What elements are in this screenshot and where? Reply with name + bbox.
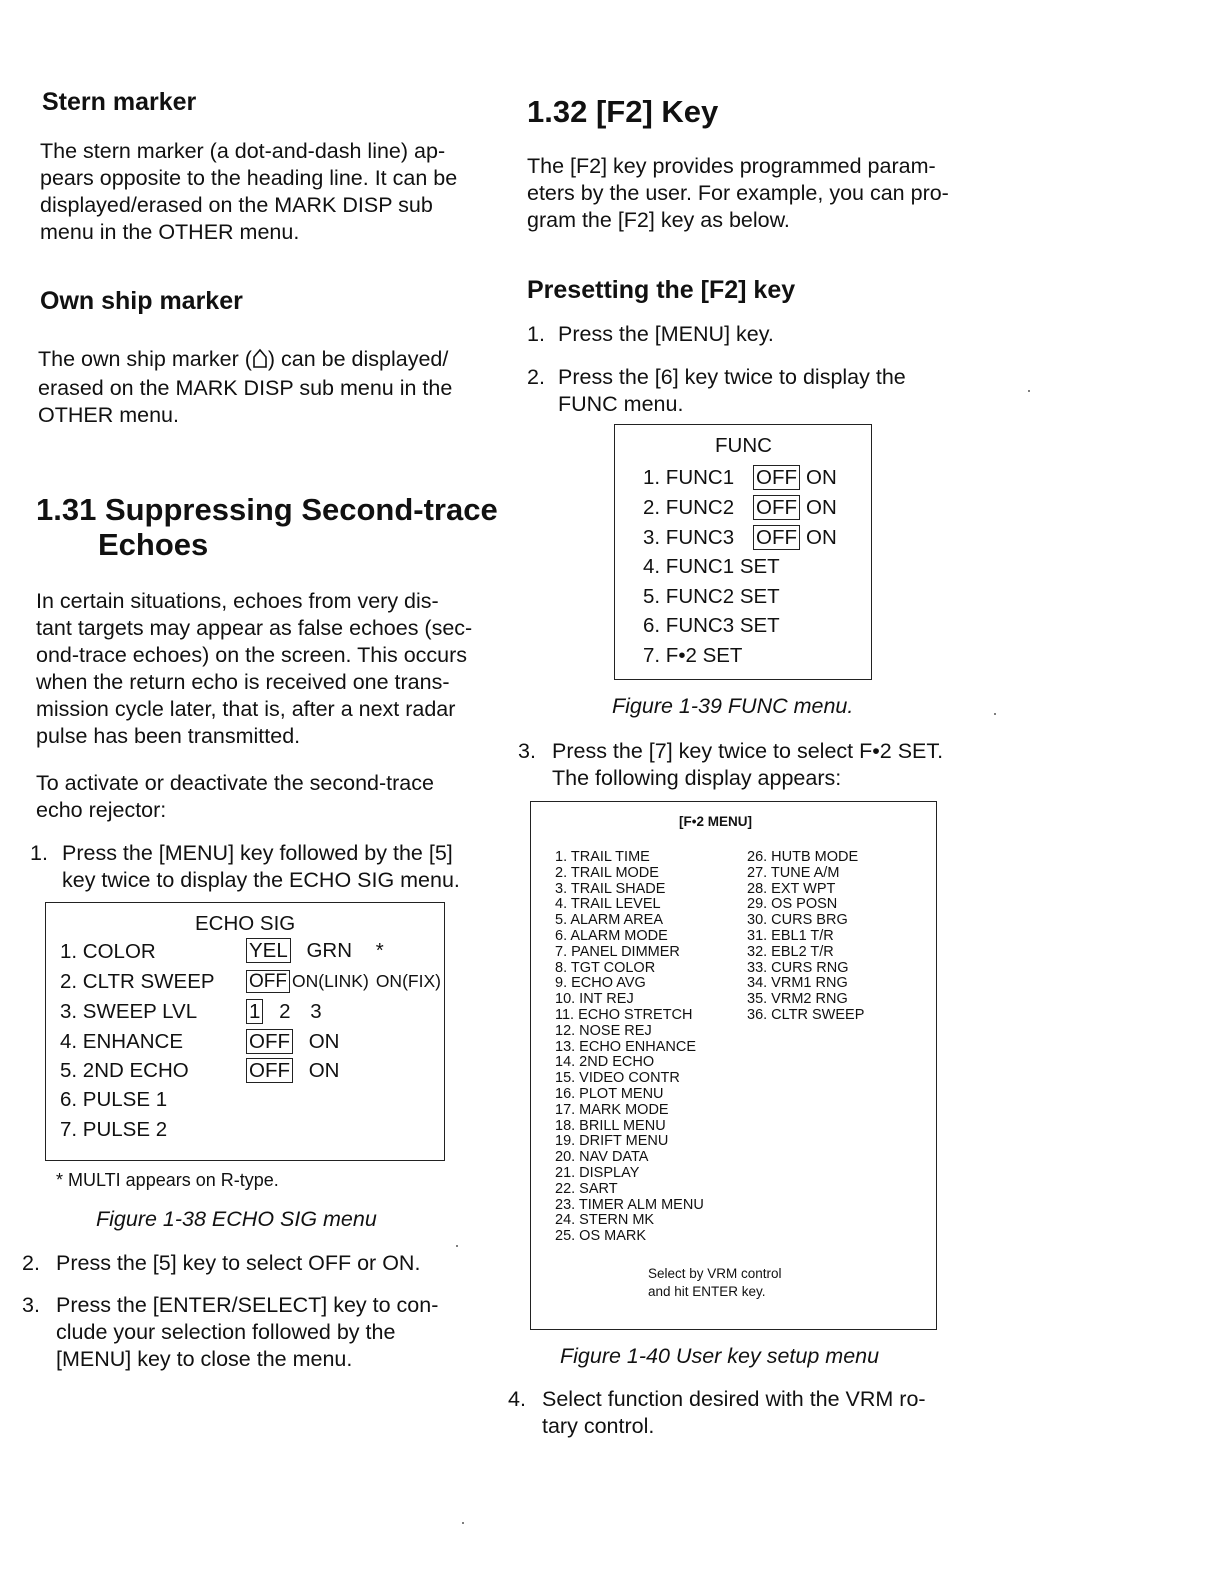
echo-sig-item-enhance xyxy=(60,1030,183,1054)
f2-key-paragraph xyxy=(527,153,987,234)
f2-menu-item: 35. VRM2 RNG xyxy=(747,991,848,1008)
f2-menu-item: 34. VRM1 RNG xyxy=(747,975,848,992)
f2-menu-item: 7. PANEL DIMMER xyxy=(555,943,680,960)
scan-speck xyxy=(1028,390,1030,392)
echo-sig-item-pulse1 xyxy=(60,1088,167,1112)
stern-marker-paragraph xyxy=(40,138,490,246)
text-line: echo rejector: xyxy=(36,798,167,822)
f2-menu-item: 6. ALARM MODE xyxy=(555,927,668,944)
f2-menu-footer-line1: Select by VRM control xyxy=(648,1266,782,1281)
text-line: tant targets may appear as false echoes (sec- xyxy=(36,616,473,640)
f2-menu xyxy=(530,801,937,1330)
section-1-32-title: 1.32 [F2] Key xyxy=(527,94,719,129)
menu-item-label: 4. ENHANCE xyxy=(60,1030,184,1053)
figure-1-40-caption: Figure 1-40 User key setup menu xyxy=(560,1344,880,1368)
text-line: erased on the MARK DISP sub menu in the xyxy=(38,376,453,400)
text-line: The stern marker (a dot-and-dash line) ap- xyxy=(40,139,446,163)
step-text: FUNC menu. xyxy=(558,392,684,416)
f2-menu-item: 14. 2ND ECHO xyxy=(555,1054,655,1071)
step-number: 3. xyxy=(22,1293,40,1317)
step-text: clude your selection followed by the xyxy=(56,1320,396,1344)
f2-menu-item: 26. HUTB MODE xyxy=(747,849,859,865)
step-1-preset xyxy=(527,321,987,348)
text-line: eters by the user. For example, you can pro- xyxy=(527,181,949,205)
text-line: ond-trace echoes) on the screen. This occurs xyxy=(36,643,468,667)
menu-option: 2 xyxy=(279,1000,291,1023)
own-ship-marker-paragraph xyxy=(38,346,488,429)
menu-item-label: 1. FUNC1 xyxy=(643,466,735,489)
f2-menu-item: 4. TRAIL LEVEL xyxy=(555,896,661,913)
f2-menu-item: 28. EXT WPT xyxy=(747,880,836,897)
step-3-preset xyxy=(518,738,988,792)
f2-menu-column-2 xyxy=(747,850,864,1024)
f2-menu-item: 5. ALARM AREA xyxy=(555,912,663,929)
step-number: 1. xyxy=(30,841,48,865)
menu-item-label: 5. 2ND ECHO xyxy=(60,1059,189,1082)
echo-sig-color-options xyxy=(246,939,384,963)
menu-item-label: 2. FUNC2 xyxy=(643,496,735,519)
step-text: Press the [6] key twice to display the xyxy=(558,365,906,389)
asterisk-mark: * xyxy=(375,939,384,962)
figure-1-39-caption: Figure 1-39 FUNC menu. xyxy=(612,694,854,718)
f2-menu-item: 36. CLTR SWEEP xyxy=(747,1006,865,1023)
echo-sig-menu xyxy=(45,902,445,1161)
text-fragment: The own ship marker ( xyxy=(38,347,252,371)
selected-option: OFF xyxy=(246,970,290,993)
scan-speck xyxy=(456,1245,458,1247)
selected-option: OFF xyxy=(753,525,800,550)
echo-sig-enhance-options xyxy=(246,1030,339,1054)
text-line: The [F2] key provides programmed param- xyxy=(527,154,936,178)
f2-menu-item: 17. MARK MODE xyxy=(555,1101,669,1118)
func-item-4 xyxy=(643,555,780,579)
step-number: 2. xyxy=(22,1251,40,1275)
selected-option: 1 xyxy=(246,999,263,1024)
f2-menu-footer-line2: and hit ENTER key. xyxy=(648,1284,766,1299)
menu-option: ON(LINK) xyxy=(292,971,369,991)
section-1-31-title xyxy=(36,492,498,562)
f2-menu-column-1 xyxy=(555,850,704,1245)
func-menu xyxy=(614,424,872,680)
step-4-preset xyxy=(508,1386,988,1440)
text-line: displayed/erased on the MARK DISP sub xyxy=(40,193,433,217)
menu-item-label: 7. PULSE 2 xyxy=(60,1118,168,1141)
menu-item-label: 3. FUNC3 xyxy=(643,526,735,549)
func-item-2 xyxy=(643,496,837,520)
step-2-preset xyxy=(527,364,987,418)
selected-option: OFF xyxy=(753,495,800,520)
func-item-6 xyxy=(643,614,780,638)
step-number: 4. xyxy=(508,1387,526,1411)
echo-sig-item-color xyxy=(60,940,156,964)
echo-sig-footnote: * MULTI appears on R-type. xyxy=(56,1170,279,1190)
f2-menu-item: 11. ECHO STRETCH xyxy=(555,1006,693,1023)
menu-option: ON xyxy=(308,1059,340,1082)
f2-menu-item: 33. CURS RNG xyxy=(747,959,849,976)
step-3-echo xyxy=(22,1292,492,1373)
text-line: mission cycle later, that is, after a next radar xyxy=(36,697,456,721)
f2-menu-item: 3. TRAIL SHADE xyxy=(555,880,666,897)
echo-sig-item-2nd-echo xyxy=(60,1059,189,1083)
menu-option: ON xyxy=(806,466,837,489)
f2-menu-item: 2. TRAIL MODE xyxy=(555,864,659,881)
own-ship-icon xyxy=(252,348,268,375)
presetting-f2-heading: Presetting the [F2] key xyxy=(527,276,796,304)
echo-sig-item-sweep-lvl xyxy=(60,1000,197,1024)
text-line: OTHER menu. xyxy=(38,403,179,427)
f2-menu-item: 13. ECHO ENHANCE xyxy=(555,1038,697,1055)
selected-option: OFF xyxy=(753,465,800,490)
menu-item-label: 6. FUNC3 SET xyxy=(643,614,780,637)
f2-menu-item: 16. PLOT MENU xyxy=(555,1085,664,1102)
f2-menu-item: 9. ECHO AVG xyxy=(555,975,646,992)
menu-option: ON xyxy=(806,496,837,519)
f2-menu-item: 8. TGT COLOR xyxy=(555,959,656,976)
step-text: Press the [7] key twice to select F•2 SET. xyxy=(552,739,944,763)
step-number: 2. xyxy=(527,365,545,389)
step-text: The following display appears: xyxy=(552,766,842,790)
f2-menu-item: 29. OS POSN xyxy=(747,896,838,913)
f2-menu-item: 12. NOSE REJ xyxy=(555,1022,652,1039)
step-2-echo xyxy=(22,1250,492,1277)
title-line: Echoes xyxy=(98,527,209,562)
f2-menu-item: 30. CURS BRG xyxy=(747,912,848,929)
f2-menu-item: 22. SART xyxy=(555,1180,618,1197)
echo-sig-cltr-options xyxy=(246,971,441,993)
echo-sig-item-cltr-sweep xyxy=(60,970,215,994)
menu-item-label: 7. F•2 SET xyxy=(643,644,743,667)
step-1-echo xyxy=(30,840,490,894)
selected-option: YEL xyxy=(246,938,291,963)
figure-1-38-caption: Figure 1-38 ECHO SIG menu xyxy=(96,1207,377,1231)
menu-item-label: 4. FUNC1 SET xyxy=(643,555,780,578)
func-item-7 xyxy=(643,644,742,668)
func-item-5 xyxy=(643,585,780,609)
text-line: pears opposite to the heading line. It can be xyxy=(40,166,458,190)
f2-menu-item: 19. DRIFT MENU xyxy=(555,1133,669,1150)
text-line: gram the [F2] key as below. xyxy=(527,208,790,232)
stern-marker-heading: Stern marker xyxy=(42,88,197,116)
menu-option: ON xyxy=(308,1030,340,1053)
step-number: 1. xyxy=(527,322,545,346)
text-line: menu in the OTHER menu. xyxy=(40,220,300,244)
scan-speck xyxy=(462,1522,464,1524)
text-line: To activate or deactivate the second-trace xyxy=(36,771,434,795)
text-line: when the return echo is received one trans- xyxy=(36,670,450,694)
echo-sig-2nd-echo-options xyxy=(246,1059,339,1083)
menu-item-label: 6. PULSE 1 xyxy=(60,1088,168,1111)
menu-item-label: 5. FUNC2 SET xyxy=(643,585,780,608)
step-text: key twice to display the ECHO SIG menu. xyxy=(62,868,460,892)
f2-menu-title: [F•2 MENU] xyxy=(679,814,752,829)
selected-option: OFF xyxy=(246,1058,293,1083)
text-fragment: ) can be displayed/ xyxy=(267,347,449,371)
own-ship-marker-heading: Own ship marker xyxy=(40,287,243,315)
step-text: Press the [ENTER/SELECT] key to con- xyxy=(56,1293,439,1317)
echo-sig-sweep-options xyxy=(246,1000,322,1024)
menu-option: GRN xyxy=(306,939,353,962)
step-text: Press the [5] key to select OFF or ON. xyxy=(56,1251,421,1275)
scan-speck xyxy=(994,713,996,715)
f2-menu-item: 18. BRILL MENU xyxy=(555,1117,666,1134)
echo-sig-title: ECHO SIG xyxy=(195,912,296,935)
func-menu-title: FUNC xyxy=(715,434,772,457)
echo-sig-item-pulse2 xyxy=(60,1118,167,1142)
text-line: In certain situations, echoes from very dis- xyxy=(36,589,439,613)
text-line xyxy=(38,346,488,375)
f2-menu-item: 1. TRAIL TIME xyxy=(555,849,650,865)
step-text: Press the [MENU] key followed by the [5] xyxy=(62,841,453,865)
f2-menu-item: 21. DISPLAY xyxy=(555,1164,640,1181)
f2-menu-item: 32. EBL2 T/R xyxy=(747,943,834,960)
menu-item-label: 1. COLOR xyxy=(60,940,156,963)
title-line: 1.31 Suppressing Second-trace xyxy=(36,492,498,527)
menu-item-label: 3. SWEEP LVL xyxy=(60,1000,198,1023)
step-text: Press the [MENU] key. xyxy=(558,322,774,346)
text-line: pulse has been transmitted. xyxy=(36,724,301,748)
f2-menu-item: 31. EBL1 T/R xyxy=(747,927,834,944)
menu-option: 3 xyxy=(310,1000,322,1023)
f2-menu-item: 23. TIMER ALM MENU xyxy=(555,1196,704,1213)
second-trace-paragraph xyxy=(36,588,492,750)
f2-menu-item: 27. TUNE A/M xyxy=(747,864,840,881)
func-item-1 xyxy=(643,466,837,490)
selected-option: OFF xyxy=(246,1029,293,1054)
step-text: Select function desired with the VRM ro- xyxy=(542,1387,926,1411)
step-text: [MENU] key to close the menu. xyxy=(56,1347,353,1371)
f2-menu-item: 24. STERN MK xyxy=(555,1212,655,1229)
f2-menu-item: 15. VIDEO CONTR xyxy=(555,1070,680,1087)
step-number: 3. xyxy=(518,739,536,763)
activate-paragraph xyxy=(36,770,492,824)
f2-menu-item: 10. INT REJ xyxy=(555,991,634,1008)
step-text: tary control. xyxy=(542,1414,655,1438)
func-item-3 xyxy=(643,526,837,550)
menu-option: ON xyxy=(806,526,837,549)
menu-item-label: 2. CLTR SWEEP xyxy=(60,970,215,993)
menu-option: ON(FIX) xyxy=(375,971,441,991)
f2-menu-item: 20. NAV DATA xyxy=(555,1149,649,1166)
f2-menu-item: 25. OS MARK xyxy=(555,1228,647,1245)
